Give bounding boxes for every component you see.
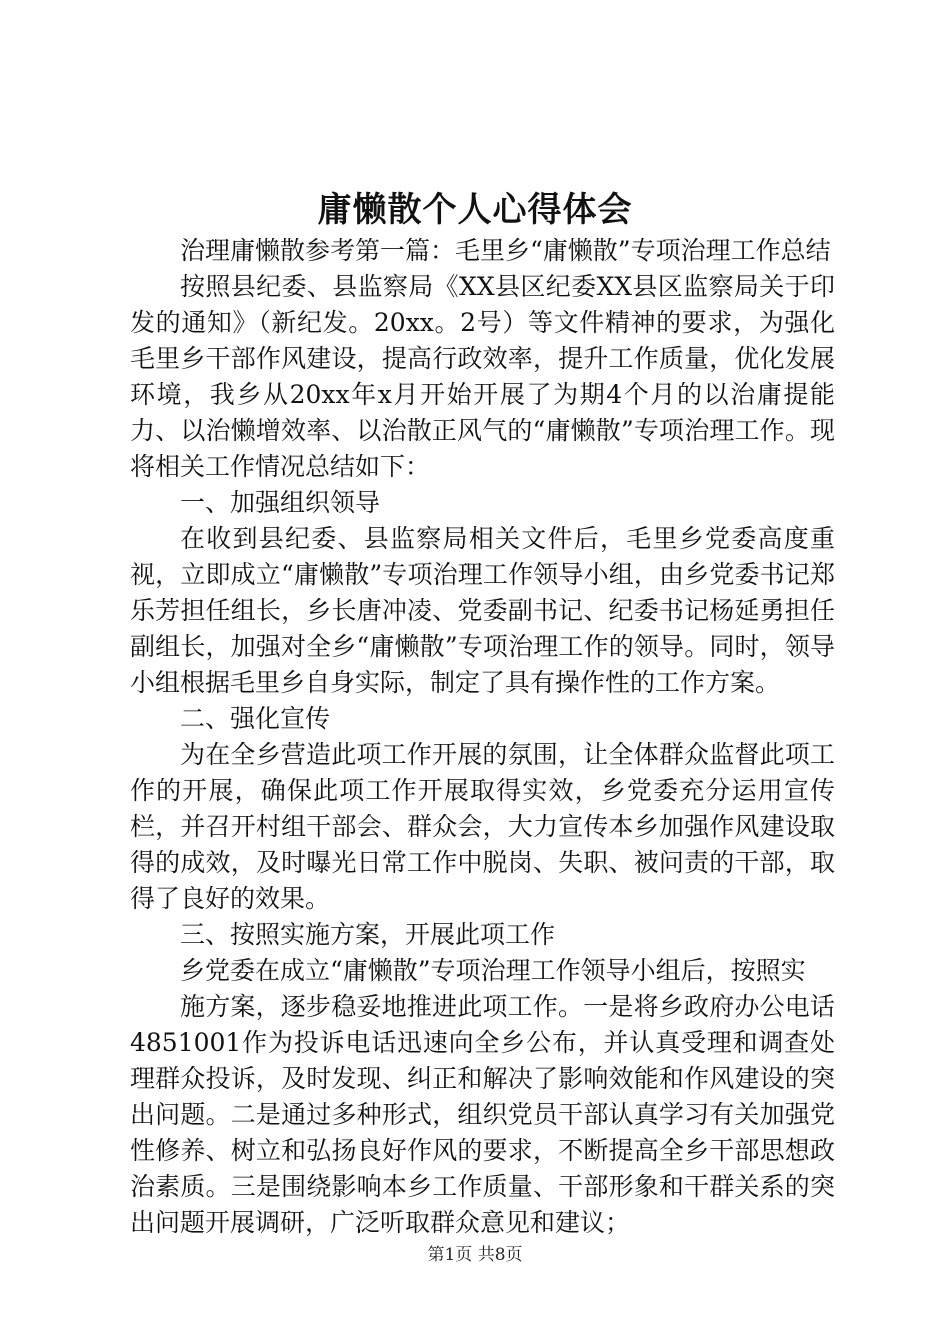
section-heading-3: 三、按照实施方案，开展此项工作	[180, 920, 556, 949]
paragraph-heading-first: 治理庸懒散参考第一篇：毛里乡“庸懒散”专项治理工作总结	[180, 236, 831, 265]
paragraph-organization: 在收到县纪委、县监察局相关文件后，毛里乡党委高度重视，立即成立“庸懒散”专项治理工作领导小组，由乡党委书记郑乐芳担任组长，乡长唐冲凌、党委副书记、纪委书记杨延勇担任副组长，加强对全乡“庸懒散”专项治理工作的领导。同时，领导小组根据毛里乡自身实际，制定了具有操作性的工作方案。	[130, 524, 835, 697]
section-heading-2: 二、强化宣传	[180, 704, 331, 733]
document-body	[130, 233, 835, 1241]
page-number-footer: 第1页 共8页	[427, 1245, 523, 1265]
paragraph-implementation-start: 乡党委在成立“庸懒散”专项治理工作领导小组后，按照实	[180, 956, 806, 985]
paragraph-intro: 按照县纪委、县监察局《XX县区纪委XX县区监察局关于印发的通知》（新纪发。20xx。2号）等文件精神的要求，为强化毛里乡干部作风建设，提高行政效率，提升工作质量，优化发展环境，我乡从20xx年x月开始开展了为期4个月的以治庸提能力、以治懒增效率、以治散正风气的“庸懒散”专项治理工作。现将相关工作情况总结如下：	[130, 272, 835, 481]
document-title: 庸懒散个人心得体会	[317, 190, 633, 230]
paragraph-implementation: 施方案，逐步稳妥地推进此项工作。一是将乡政府办公电话4851001作为投诉电话迅速向全乡公布，并认真受理和调查处理群众投诉，及时发现、纠正和解决了影响效能和作风建设的突出问题。二是通过多种形式，组织党员干部认真学习有关加强党性修养、树立和弘扬良好作风的要求，不断提高全乡干部思想政治素质。三是围绕影响本乡工作质量、干部形象和干群关系的突出问题开展调研，广泛听取群众意见和建议；	[130, 992, 835, 1237]
paragraph-publicity: 为在全乡营造此项工作开展的氛围，让全体群众监督此项工作的开展，确保此项工作开展取得实效，乡党委充分运用宣传栏，并召开村组干部会、群众会，大力宣传本乡加强作风建设取得的成效，及时曝光日常工作中脱岗、失职、被问责的干部，取得了良好的效果。	[130, 740, 835, 913]
section-heading-1: 一、加强组织领导	[180, 488, 381, 517]
